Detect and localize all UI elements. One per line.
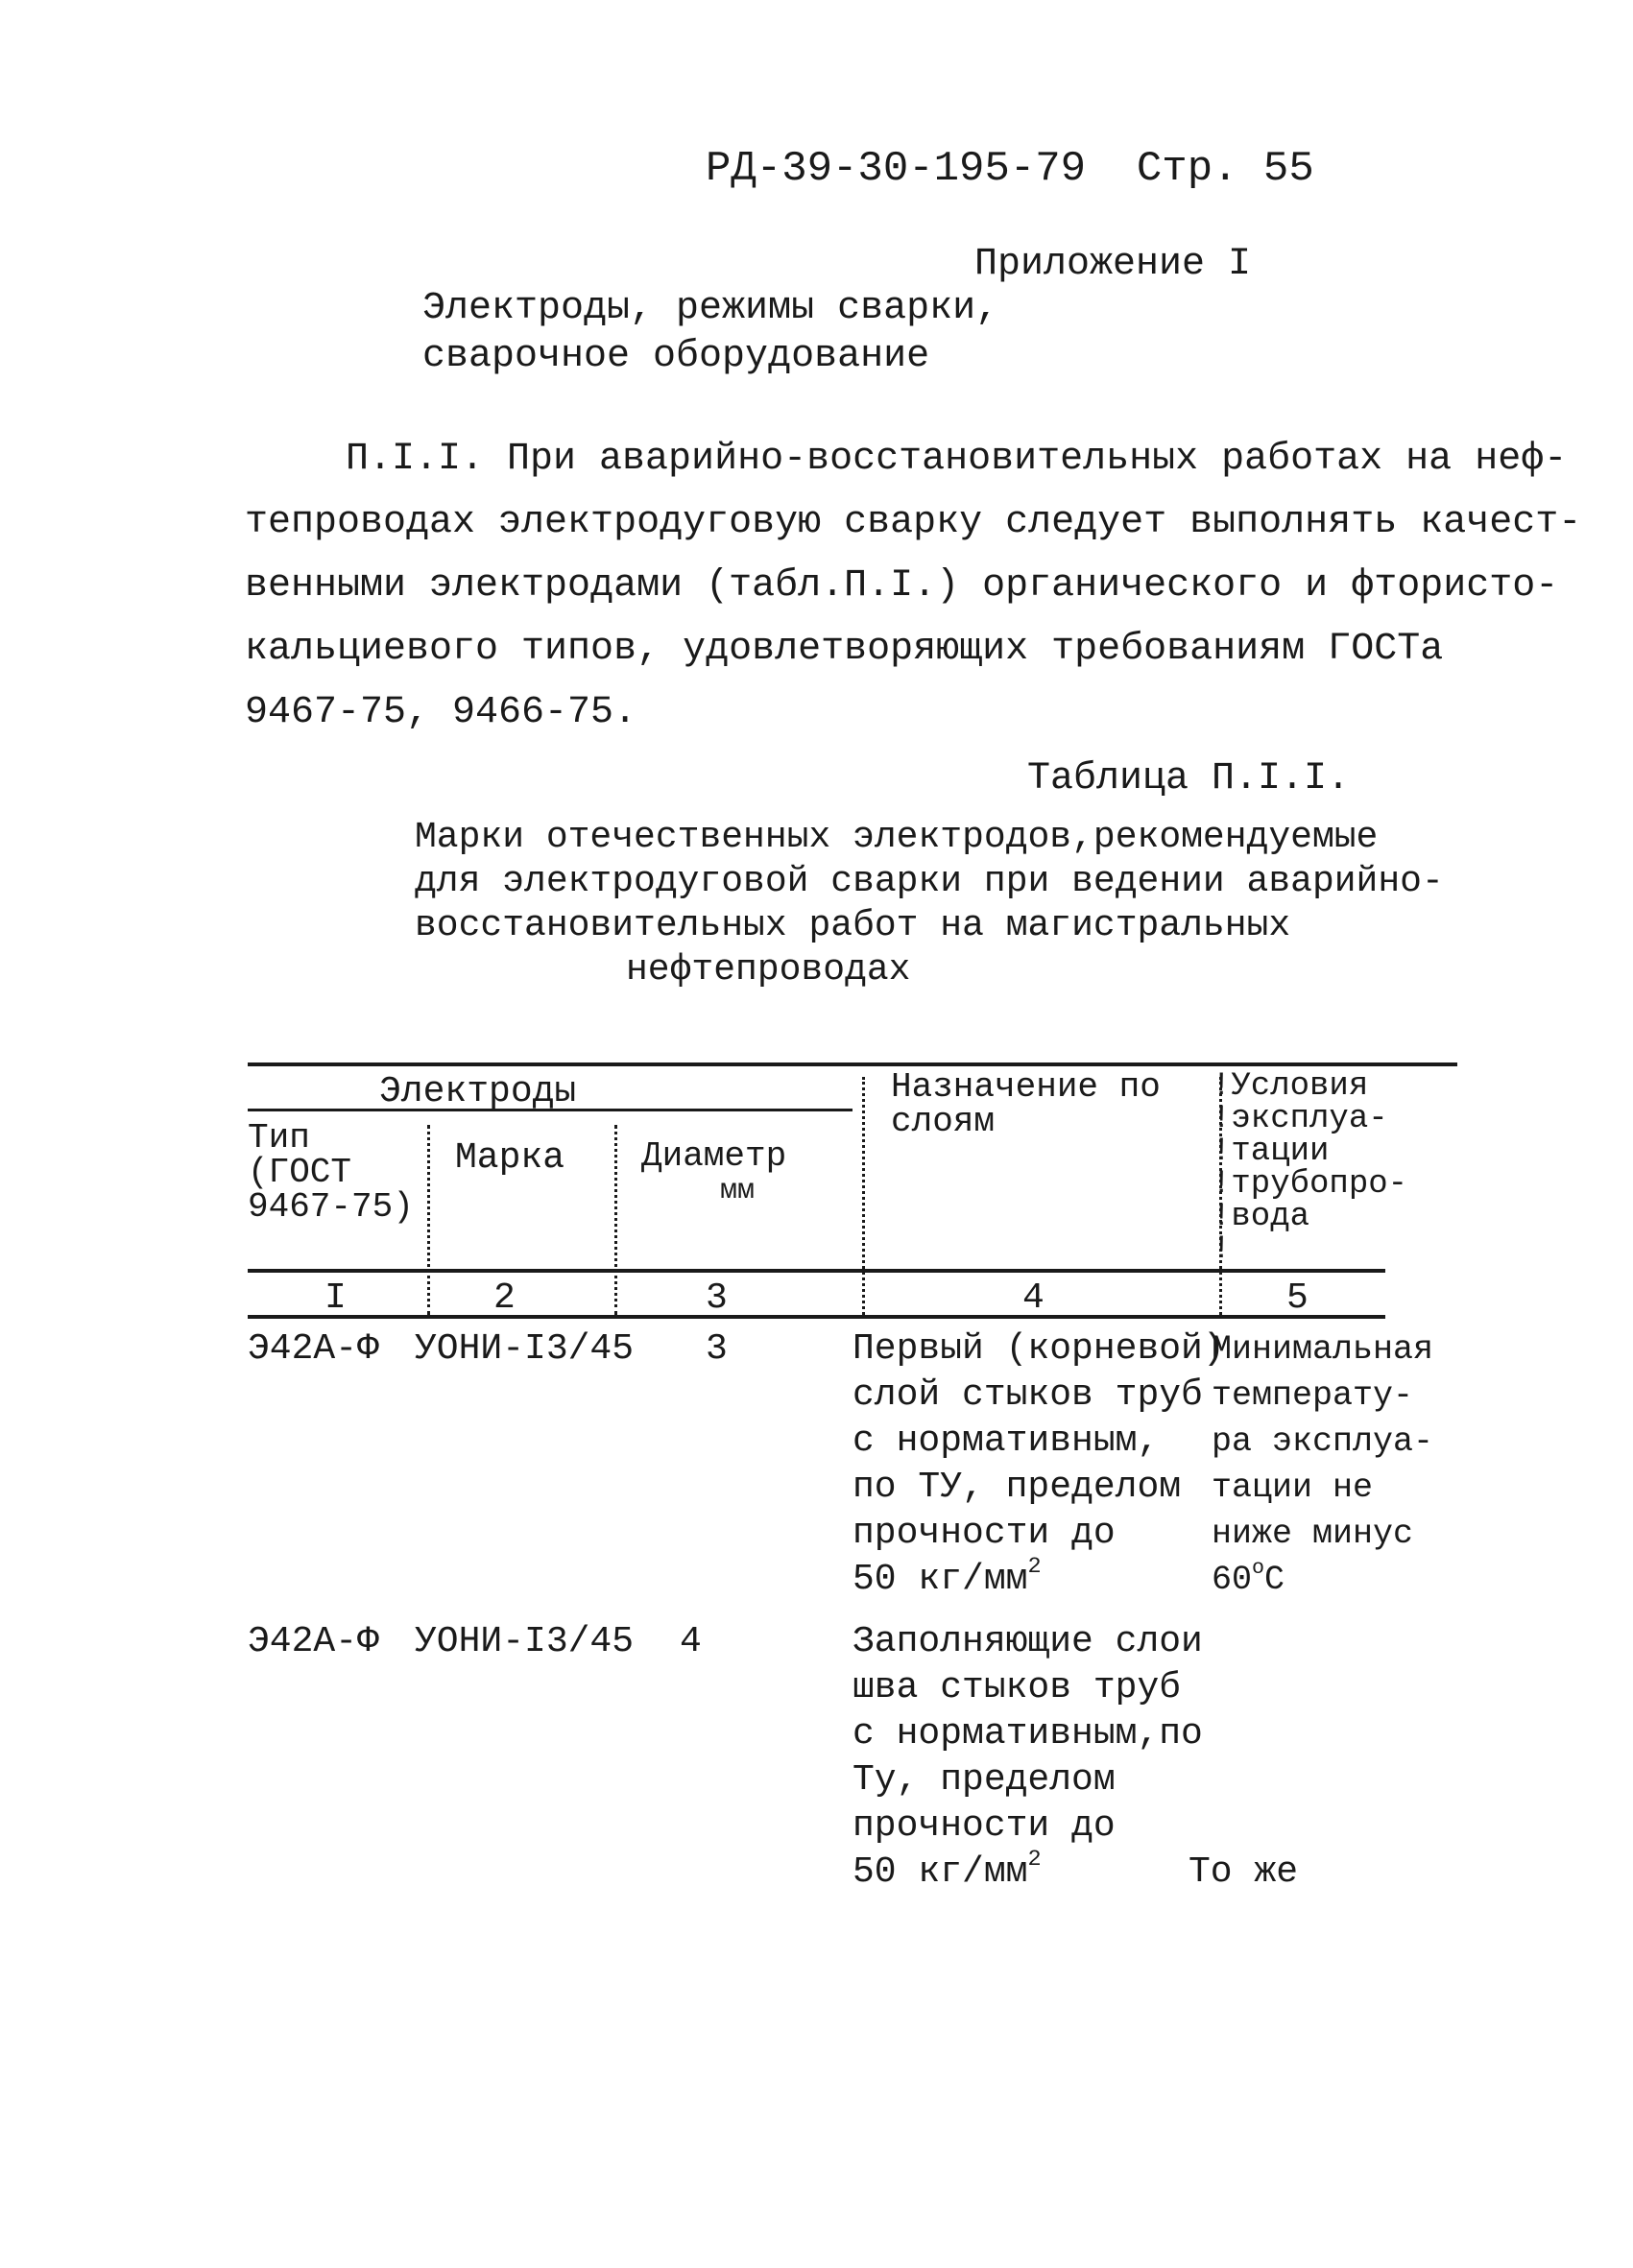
separator-brand-diameter (614, 1125, 617, 1315)
unit-value: 50 кг/мм (853, 1851, 1028, 1893)
header-purpose-line: Назначение по (891, 1067, 1161, 1107)
row1-conditions-line: ниже минус (1212, 1515, 1414, 1553)
row2-purpose-line: Заполняющие слои (853, 1621, 1203, 1662)
caption-line: восстановительных работ на магистральных (415, 905, 1291, 946)
header-purpose (891, 1067, 1217, 1147)
appendix-label: Приложение I (974, 243, 1252, 286)
row2-type: Э42А-Ф (248, 1621, 379, 1662)
column-number: 5 (1286, 1277, 1309, 1319)
caption-line: Марки отечественных электродов,рекомендуемые (415, 817, 1379, 858)
row1-purpose (853, 1327, 1225, 1615)
header-conditions-line: !вода (1212, 1199, 1310, 1235)
row1-conditions-line: ра эксплуа- (1212, 1422, 1434, 1461)
paragraph-line: венными электродами (табл.П.I.) органического и фтористо- (245, 564, 1559, 608)
header-diameter (641, 1138, 853, 1215)
page-number: Стр. 55 (1136, 145, 1314, 193)
row2-purpose-line: прочности до (853, 1805, 1116, 1847)
column-number: I (324, 1277, 347, 1319)
section-title-line: сварочное оборудование (422, 335, 930, 378)
caption-line: для электродуговой сварки при ведении аварийно- (415, 861, 1444, 902)
separator-type-brand (427, 1125, 430, 1315)
row1-conditions-line: тации не (1212, 1468, 1374, 1507)
row1-purpose-line: прочности до (853, 1513, 1116, 1554)
header-conditions (1212, 1070, 1442, 1272)
caption-line: нефтепроводах (626, 949, 911, 991)
row1-diameter: 3 (706, 1328, 728, 1370)
row1-brand: УОНИ-I3/45 (415, 1328, 635, 1370)
header-conditions-line: ! (1212, 1231, 1232, 1268)
unit-exponent: 2 (1027, 1553, 1042, 1580)
row2-conditions: То же (1189, 1851, 1299, 1893)
temp-unit: C (1264, 1561, 1285, 1599)
paragraph-line: 9467-75, 9466-75. (245, 691, 637, 734)
column-number: 3 (706, 1277, 728, 1319)
header-type-line: 9467-75) (248, 1187, 414, 1227)
header-conditions-line: !тации (1212, 1134, 1330, 1170)
degree-mark: o (1252, 1556, 1265, 1581)
row2-purpose-unit (853, 1846, 1042, 1895)
header-diameter-line: мм (720, 1175, 756, 1207)
header-purpose-line: слоям (891, 1102, 996, 1141)
row2-purpose-line: Ту, пределом (853, 1759, 1116, 1801)
column-number: 4 (1022, 1277, 1045, 1319)
row1-purpose-line: Первый (корневой) (853, 1328, 1225, 1370)
table-caption (415, 816, 1444, 1008)
header-type-line: (ГОСТ (248, 1153, 352, 1192)
table-top-rule (248, 1062, 1457, 1066)
body-paragraph (245, 437, 1582, 753)
paragraph-line: тепроводах электродуговую сварку следует выполнять качест- (245, 501, 1582, 544)
numbers-bottom-rule (248, 1315, 1385, 1319)
header-conditions-line: !трубопро- (1212, 1166, 1408, 1203)
document-reference (706, 144, 1314, 194)
paragraph-line: кальциевого типов, удовлетворяющих требованиям ГОСТа (245, 628, 1444, 671)
table-label: Таблица П.I.I. (1027, 757, 1351, 800)
header-type-line: Тип (248, 1118, 310, 1158)
separator-diameter-purpose (862, 1077, 865, 1315)
row1-conditions-line: температу- (1212, 1376, 1414, 1415)
header-electrodes: Электроды (379, 1071, 577, 1112)
row1-conditions-temp (1212, 1558, 1285, 1602)
row1-purpose-line: с нормативным, (853, 1420, 1160, 1462)
header-diameter-line: Диаметр (641, 1136, 787, 1176)
paragraph-line: П.I.I. При аварийно-восстановительных работах на неф- (346, 438, 1568, 481)
section-title (422, 286, 1094, 382)
row2-brand: УОНИ-I3/45 (415, 1621, 635, 1662)
section-title-line: Электроды, режимы сварки, (422, 287, 999, 330)
row2-purpose-line: шва стыков труб (853, 1667, 1182, 1708)
header-conditions-line: !эксплуа- (1212, 1101, 1388, 1137)
unit-value: 50 кг/мм (853, 1559, 1028, 1600)
row1-purpose-line: слой стыков труб (853, 1374, 1203, 1416)
row2-purpose (853, 1620, 1217, 1908)
row2-purpose-line: с нормативным,по (853, 1713, 1203, 1755)
doc-ref: РД-39-30-195-79 (706, 145, 1087, 193)
row1-conditions-line: Минимальная (1212, 1330, 1434, 1369)
row1-purpose-unit (853, 1553, 1042, 1602)
unit-exponent: 2 (1027, 1846, 1042, 1873)
header-brand: Марка (455, 1137, 565, 1179)
temp-value: 60 (1212, 1561, 1253, 1599)
column-number: 2 (493, 1277, 516, 1319)
header-conditions-line: !Условия (1212, 1068, 1369, 1105)
row1-type: Э42А-Ф (248, 1328, 379, 1370)
row1-purpose-line: по ТУ, пределом (853, 1467, 1182, 1508)
row2-diameter: 4 (680, 1621, 702, 1662)
row1-conditions (1212, 1327, 1437, 1615)
header-type (248, 1118, 420, 1265)
